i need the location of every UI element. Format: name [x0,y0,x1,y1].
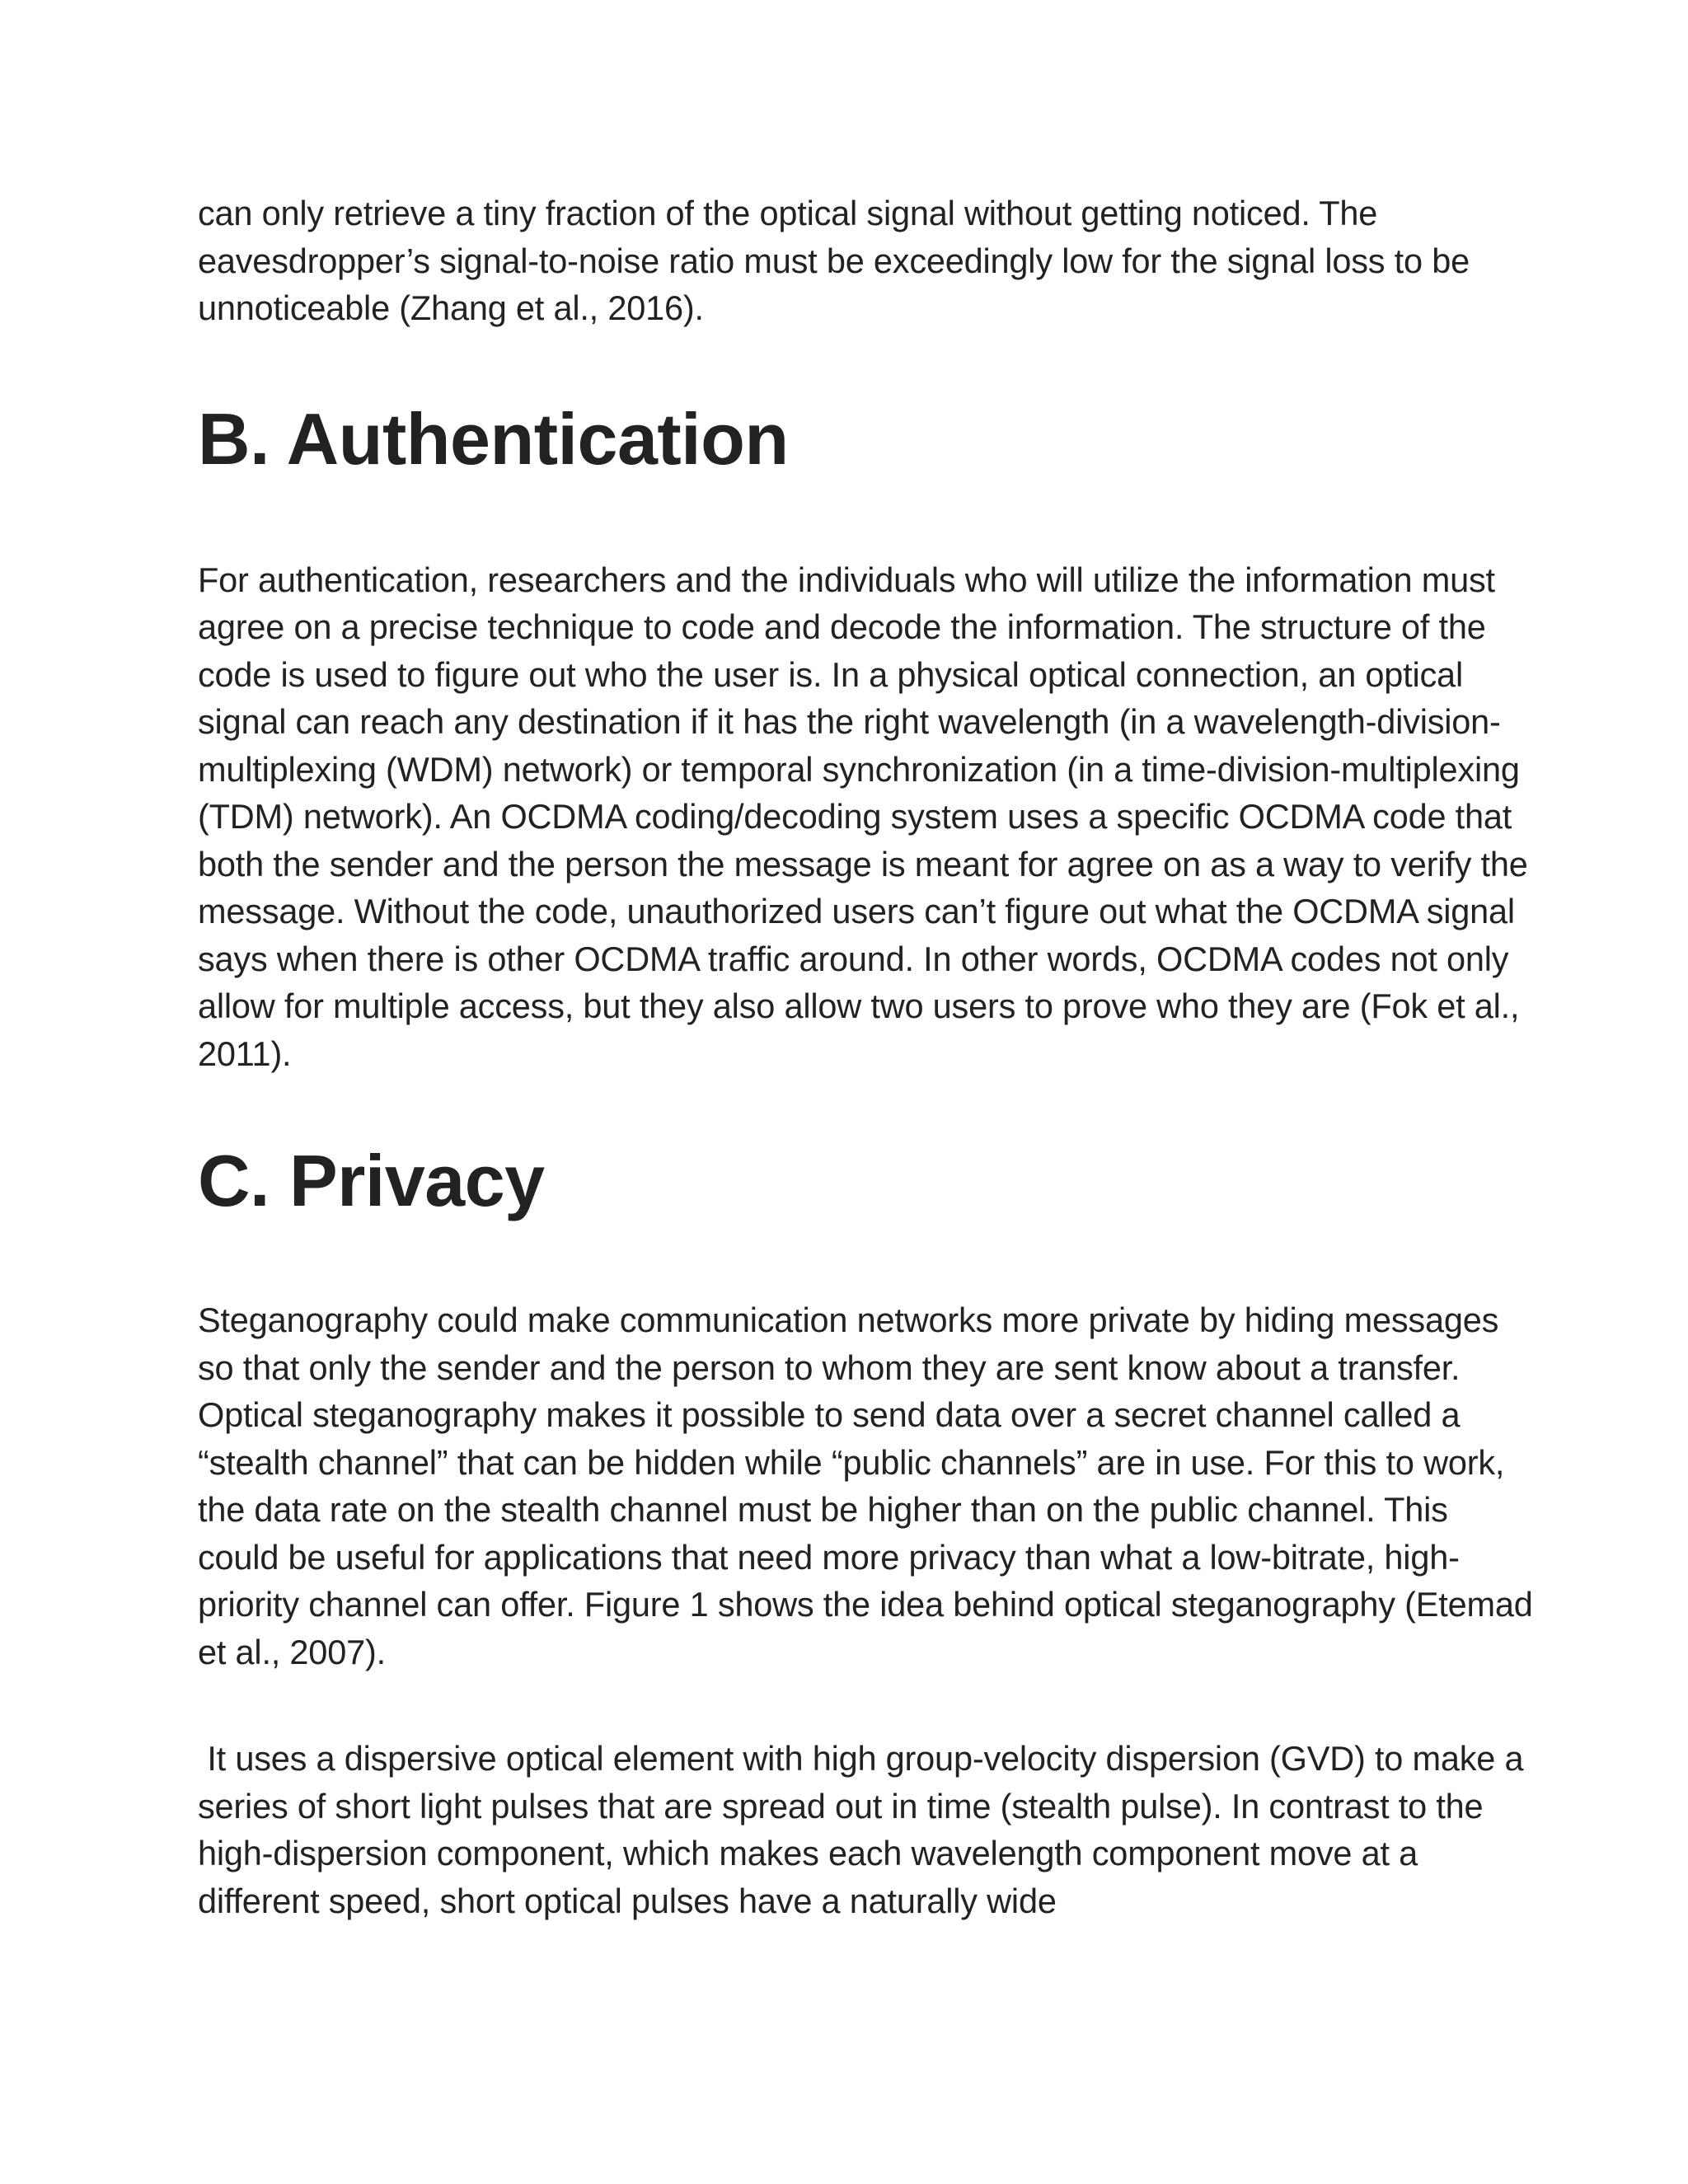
section-heading-privacy: C. Privacy [198,1140,545,1221]
paragraph-continued: can only retrieve a tiny fraction of the optical signal without getting noticed. The eavesdropper’s signal-to-noise ratio must be exceedingly low for the signal loss to be unnoticeable (Zhang et al., 2016). [198,194,1470,327]
section-heading-authentication: B. Authentication [198,397,789,480]
paragraph-authentication: For authentication, researchers and the individuals who will utilize the information must agree on a precise technique to code and decode the information. The structure of the code is used to figure out who the user is. In a physical optical connection, an optical signal can reach any destination if it has the right wavelength (in a wavelength-division-multiplexing (WDM) network) or temporal synchronization (in a time-division-multiplexing (TDM) network). An OCDMA coding/decoding system uses a specific OCDMA code that both the sender and the person the message is meant for agree on as a way to verify the message. Without the code, unauthorized users can’t figure out what the OCDMA signal says when there is other OCDMA traffic around. In other words, OCDMA codes not only allow for multiple access, but they also allow two users to prove who they are (Fok et al., 2011). [198,560,1528,1073]
paragraph-privacy-2: It uses a dispersive optical element with high group-velocity dispersion (GVD) to make a series of short light pulses that are spread out in time (stealth pulse). In contrast to the high-dispersion component, which makes each wavelength component move at a different speed, short optical pulses have a naturally wide [198,1739,1533,1920]
paragraph-privacy-1: Steganography could make communication networks more private by hiding messages so that only the sender and the person to whom they are sent know about a transfer. Optical steganography makes it possible to send data over a secret channel called a “stealth channel” that can be hidden while “public channels” are in use. For this to work, the data rate on the stealth channel must be higher than on the public channel. This could be useful for applications that need more privacy than what a low-bitrate, high-priority channel can offer. Figure 1 shows the idea behind optical steganography (Etemad et al., 2007). [198,1301,1533,1671]
document-page [198,190,1533,1924]
